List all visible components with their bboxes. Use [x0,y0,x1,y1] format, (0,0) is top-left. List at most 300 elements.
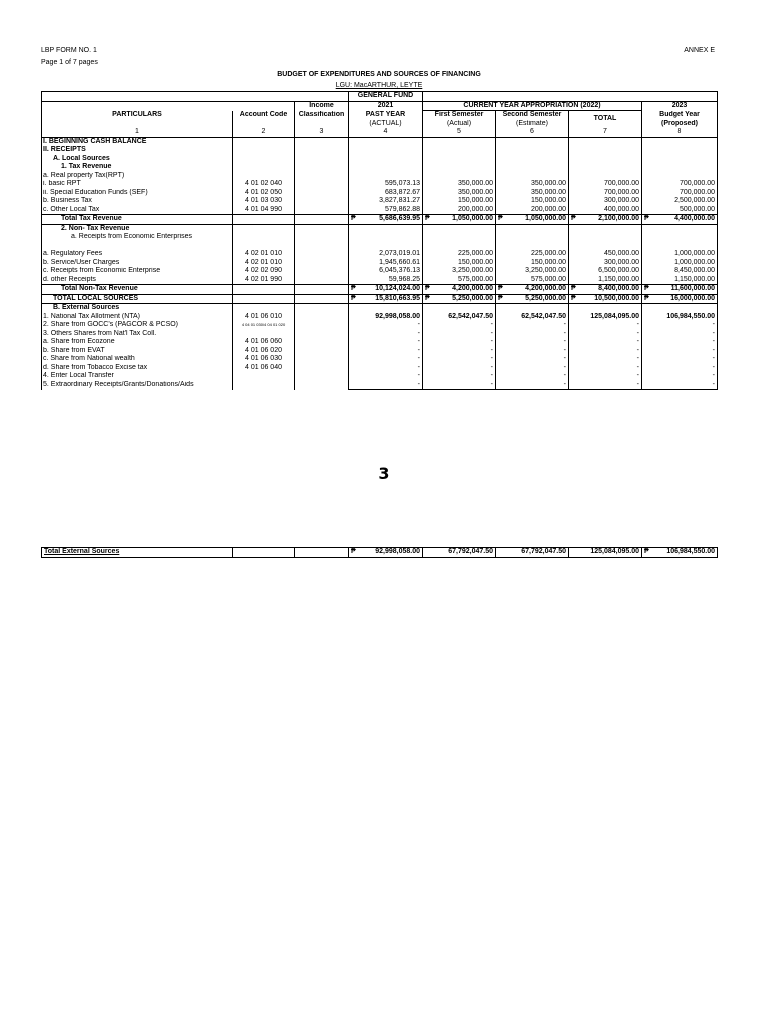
form-header [41,45,717,57]
value-s2: - [496,372,569,381]
account-code: 4 02 02 090 [233,267,295,276]
value-s2: 150,000.00 [496,259,569,268]
account-code: 4 01 02 040 [233,180,295,189]
account-code: 4 01 06 040 [233,364,295,373]
row-label [42,242,233,251]
value-budget: 4,400,000.00 [674,215,715,222]
income-class-cell [295,347,349,356]
peso-sign: ₱ [351,215,356,222]
account-code: 4 01 04 990 [233,206,295,215]
budget-sheet [41,45,717,390]
value-s2: 350,000.00 [496,180,569,189]
value-total: - [569,338,642,347]
value-s1 [423,155,496,164]
row-label: d. other Receipts [43,275,96,283]
value-past: 2,073,019.01 [349,250,423,259]
account-code [233,381,295,390]
value-past [349,233,423,242]
income-class-cell [295,304,349,313]
column-number: 1 [42,128,233,137]
value-budget [642,304,718,313]
row-label: b. Service/User Charges [43,258,120,266]
peso-sign: ₱ [644,215,649,222]
table-row [42,197,718,206]
value-budget: 1,000,000.00 [642,259,718,268]
external-total-label: Total External Sources [44,548,120,555]
income-class-cell [295,276,349,285]
income-class-cell [295,146,349,155]
row-label: ii. Special Education Funds (SEF) [43,188,148,196]
peso-sign: ₱ [498,285,503,292]
table-row [42,372,718,381]
row-label: 4. Enter Local Transfer [43,372,114,379]
column-number: 6 [496,128,569,137]
income-class-cell [295,355,349,364]
value-s1 [423,146,496,155]
peso-sign: ₱ [351,548,356,555]
value-s1 [423,163,496,172]
account-code [233,233,295,242]
value-past [349,224,423,233]
peso-sign: ₱ [571,294,576,302]
table-row [42,206,718,215]
value-total: - [569,355,642,364]
budget-year-year: 2023 [642,101,718,111]
value-s1: - [423,355,496,364]
income-class-cell [295,180,349,189]
value-past: - [349,338,423,347]
value-budget [642,233,718,242]
value-budget: - [642,372,718,381]
peso-sign: ₱ [425,294,430,302]
income-class-cell [295,189,349,198]
table-header [42,92,718,138]
first-semester-header: First Semester [423,111,496,120]
value-s2 [496,146,569,155]
value-s1: 5,250,000.00 [452,294,493,302]
value-s1: 62,542,047.50 [423,313,496,322]
table-row [42,313,718,322]
value-s1: 225,000.00 [423,250,496,259]
table-row [42,189,718,198]
value-past: 3,827,831.27 [349,197,423,206]
table-row [42,276,718,285]
row-label: B. External Sources [53,304,120,311]
external-total-row [42,548,718,558]
row-label: c. Receipts from Economic Enterprise [43,267,161,274]
account-code [233,242,295,251]
value-s1: 150,000.00 [423,259,496,268]
value-budget: 700,000.00 [642,189,718,198]
account-code [233,294,295,304]
income-class-cell [295,364,349,373]
income-class-cell [295,215,349,225]
value-budget [642,163,718,172]
row-label: 5. Extraordinary Receipts/Grants/Donations/Aids [43,380,194,388]
value-budget: 11,600,000.00 [670,285,715,292]
table-body [42,137,718,390]
annex-label: ANNEX E [684,47,715,54]
value-budget: - [642,338,718,347]
income-class-header-2: Classification [295,111,349,120]
peso-sign: ₱ [571,285,576,292]
value-total [569,224,642,233]
income-class-cell [295,338,349,347]
income-class-cell [295,242,349,251]
value-budget: 500,000.00 [642,206,718,215]
account-code [233,372,295,381]
value-s2 [496,163,569,172]
value-past: - [349,330,423,339]
value-s2: 1,050,000.00 [525,215,566,222]
value-total: 2,100,000.00 [598,215,639,222]
account-code [233,304,295,313]
value-past [349,155,423,164]
value-total: - [569,347,642,356]
value-budget: 1,000,000.00 [642,250,718,259]
value-s1: - [423,372,496,381]
value-s2: - [496,347,569,356]
value-budget [642,146,718,155]
value-total: 700,000.00 [569,180,642,189]
value-total [569,233,642,242]
value-past: 10,124,024.00 [375,285,420,292]
account-code: 4 02 01 990 [233,276,295,285]
value-s1: - [423,381,496,390]
table-row [42,381,718,390]
table-row [42,321,718,330]
table-row [42,267,718,276]
row-label: 3. Others Shares from Nat'l Tax Coll. [43,329,157,337]
income-class-cell [295,372,349,381]
value-past: - [349,381,423,390]
income-class-cell [295,250,349,259]
actual-sub: (ACTUAL) [349,120,423,129]
value-s1: 350,000.00 [423,189,496,198]
account-code-header: Account Code [233,111,295,120]
value-s2: 4,200,000.00 [525,285,566,292]
value-s1: 200,000.00 [423,206,496,215]
account-code [233,224,295,233]
income-class-cell [295,163,349,172]
value-s2 [496,137,569,146]
total-header: TOTAL [569,111,642,129]
column-number: 8 [642,128,718,137]
account-code [233,155,295,164]
value-past: - [349,321,423,330]
row-label: TOTAL LOCAL SOURCES [42,294,233,304]
value-total: 125,084,095.00 [569,313,642,322]
value-total [569,146,642,155]
income-class-cell [295,267,349,276]
value-past [349,242,423,251]
table-row [42,259,718,268]
value-s2: - [496,381,569,390]
value-s2: 3,250,000.00 [496,267,569,276]
income-class-cell [295,172,349,181]
peso-sign: ₱ [425,285,430,292]
table-row [42,355,718,364]
table-row [42,250,718,259]
value-budget: - [642,355,718,364]
current-appropriation-header: CURRENT YEAR APPROPRIATION (2022) [423,101,642,111]
table-row [42,338,718,347]
value-past: - [349,355,423,364]
row-label: b. Share from EVAT [43,346,105,354]
value-budget: - [642,321,718,330]
value-past [349,146,423,155]
peso-sign: ₱ [571,215,576,222]
peso-sign: ₱ [644,285,649,292]
total-row [42,215,718,225]
column-number: 5 [423,128,496,137]
value-total [569,172,642,181]
table-row [42,163,718,172]
value-s1: 350,000.00 [423,180,496,189]
value-total [569,155,642,164]
value-budget: 106,984,550.00 [642,313,718,322]
value-s2 [496,224,569,233]
income-class-cell [295,285,349,295]
table-row [42,146,718,155]
value-total: - [569,364,642,373]
value-past: 59,968.25 [349,276,423,285]
income-class-cell [295,321,349,330]
value-past [349,163,423,172]
account-code: 4 01 06 010 [233,313,295,322]
external-s1: 67,792,047.50 [423,548,496,558]
value-budget: 1,150,000.00 [642,276,718,285]
proposed-sub: (Proposed) [642,120,718,129]
peso-sign: ₱ [644,548,649,555]
account-code [233,285,295,295]
table-row [42,330,718,339]
value-s2: 225,000.00 [496,250,569,259]
account-code: 4 01 06 060 [233,338,295,347]
income-class-cell [295,197,349,206]
account-code [233,137,295,146]
value-budget: 700,000.00 [642,180,718,189]
value-budget [642,172,718,181]
account-code [233,172,295,181]
value-s1: 1,050,000.00 [452,215,493,222]
external-budget: 106,984,550.00 [666,548,715,555]
income-class-cell [295,137,349,146]
page-indicator [41,57,717,69]
value-s2: - [496,321,569,330]
second-sem-sub: (Estimate) [496,120,569,129]
value-s2: 200,000.00 [496,206,569,215]
value-budget: 2,500,000.00 [642,197,718,206]
value-s2 [496,242,569,251]
external-s2: 67,792,047.50 [496,548,569,558]
row-label: 1. National Tax Allotment (NTA) [43,312,141,320]
value-s2: 350,000.00 [496,189,569,198]
row-label: 2. Share from GOCC's (PAGCOR & PCSO) [43,321,179,328]
value-total: - [569,321,642,330]
value-s2: 150,000.00 [496,197,569,206]
income-class-cell [295,381,349,390]
income-class-cell [295,330,349,339]
external-past: 92,998,058.00 [375,548,420,555]
row-label: a. Share from Ecozone [43,338,115,345]
value-budget: - [642,381,718,390]
value-s2: 62,542,047.50 [496,313,569,322]
value-s2 [496,304,569,313]
row-label: a. Regulatory Fees [43,250,103,257]
value-s1: 3,250,000.00 [423,267,496,276]
income-class-cell [295,294,349,304]
value-s2 [496,233,569,242]
table-row [42,172,718,181]
table-row [42,347,718,356]
value-s1 [423,233,496,242]
value-total: - [569,330,642,339]
account-code [233,146,295,155]
column-number: 7 [569,128,642,137]
report-titles [41,69,717,91]
value-past: 92,998,058.00 [349,313,423,322]
row-label: 2. Non- Tax Revenue [61,224,130,232]
value-budget: 16,000,000.00 [670,294,715,302]
external-total-table [41,547,718,558]
value-s2: - [496,355,569,364]
value-past: - [349,364,423,373]
account-code: 4 01 02 050 [233,189,295,198]
table-row [42,155,718,164]
table-row [42,224,718,233]
first-sem-sub: (Actual) [423,120,496,129]
account-code: 4 02 01 010 [233,259,295,268]
page-number: 3 [378,464,390,483]
value-s1 [423,304,496,313]
value-past [349,304,423,313]
peso-sign: ₱ [644,294,649,302]
peso-sign: ₱ [351,294,356,302]
value-total [569,163,642,172]
value-total: 700,000.00 [569,189,642,198]
account-code: 4 01 06 020 [233,347,295,356]
value-total: 1,150,000.00 [569,276,642,285]
value-budget: - [642,347,718,356]
value-total [569,242,642,251]
value-s1: - [423,321,496,330]
report-title: BUDGET OF EXPENDITURES AND SOURCES OF FINANCING [277,71,481,78]
value-s2 [496,172,569,181]
value-budget: - [642,364,718,373]
value-budget: 8,450,000.00 [642,267,718,276]
past-year-year: 2021 [349,101,423,111]
table-row [42,137,718,146]
row-label: II. RECEIPTS [43,146,86,153]
account-code: 4 01 03 030 [233,197,295,206]
value-s2: - [496,364,569,373]
value-s1: - [423,330,496,339]
row-label: i. basic RPT [43,180,81,187]
external-total-section [41,547,717,558]
row-label: c. Other Local Tax [43,205,100,213]
value-total: 6,500,000.00 [569,267,642,276]
value-past: 15,810,663.95 [375,294,420,302]
value-s2: - [496,330,569,339]
value-past [349,137,423,146]
value-s2: - [496,338,569,347]
income-class-cell [295,313,349,322]
value-total [569,137,642,146]
value-s2: 5,250,000.00 [525,294,566,302]
peso-sign: ₱ [498,215,503,222]
income-class-cell [295,155,349,164]
column-number: 4 [349,128,423,137]
row-label: a. Receipts from Economic Enterprises [71,233,192,240]
row-label: a. Real property Tax(RPT) [43,171,125,179]
column-number: 3 [295,128,349,137]
value-s1: 150,000.00 [423,197,496,206]
peso-sign: ₱ [351,285,356,292]
account-code [233,163,295,172]
budget-year-header: Budget Year [642,111,718,120]
value-s1 [423,172,496,181]
column-number: 2 [233,128,295,137]
value-past: 6,045,376.13 [349,267,423,276]
value-total: - [569,381,642,390]
value-s2: 575,000.00 [496,276,569,285]
peso-sign: ₱ [498,294,503,302]
value-total: 300,000.00 [569,259,642,268]
row-label: b. Business Tax [43,197,92,204]
page-of-pages: Page 1 of 7 pages [41,59,98,66]
income-class-cell [295,224,349,233]
income-class-cell [295,259,349,268]
value-past: 1,945,660.61 [349,259,423,268]
value-s1: 4,200,000.00 [452,285,493,292]
table-row [42,364,718,373]
row-label: A. Local Sources [53,154,110,162]
value-total: 400,000.00 [569,206,642,215]
account-code: 4 01 06 030 [233,355,295,364]
value-past: - [349,372,423,381]
row-label: Total Tax Revenue [42,215,233,225]
table-row [42,304,718,313]
second-semester-header: Second Semester [496,111,569,120]
table-row [42,242,718,251]
total-row [42,294,718,304]
value-total: 450,000.00 [569,250,642,259]
row-label: c. Share from National wealth [43,355,135,362]
value-s1: - [423,347,496,356]
value-total: 10,500,000.00 [594,294,639,302]
value-budget [642,242,718,251]
value-past: 579,862.88 [349,206,423,215]
form-id: LBP FORM NO. 1 [41,47,97,54]
value-s1 [423,137,496,146]
value-total: 300,000.00 [569,197,642,206]
value-budget [642,155,718,164]
column-number-row [42,128,718,137]
account-code: 4 04 01 030/4 04 01 020 [233,321,295,330]
value-past [349,172,423,181]
account-code [233,330,295,339]
value-s1: - [423,364,496,373]
row-label: Total Non-Tax Revenue [42,285,233,295]
income-class-cell [295,233,349,242]
value-budget [642,137,718,146]
table-row [42,180,718,189]
value-past: 5,686,639.95 [379,215,420,222]
value-past: 683,872.67 [349,189,423,198]
external-total: 125,084,095.00 [569,548,642,558]
value-total [569,304,642,313]
